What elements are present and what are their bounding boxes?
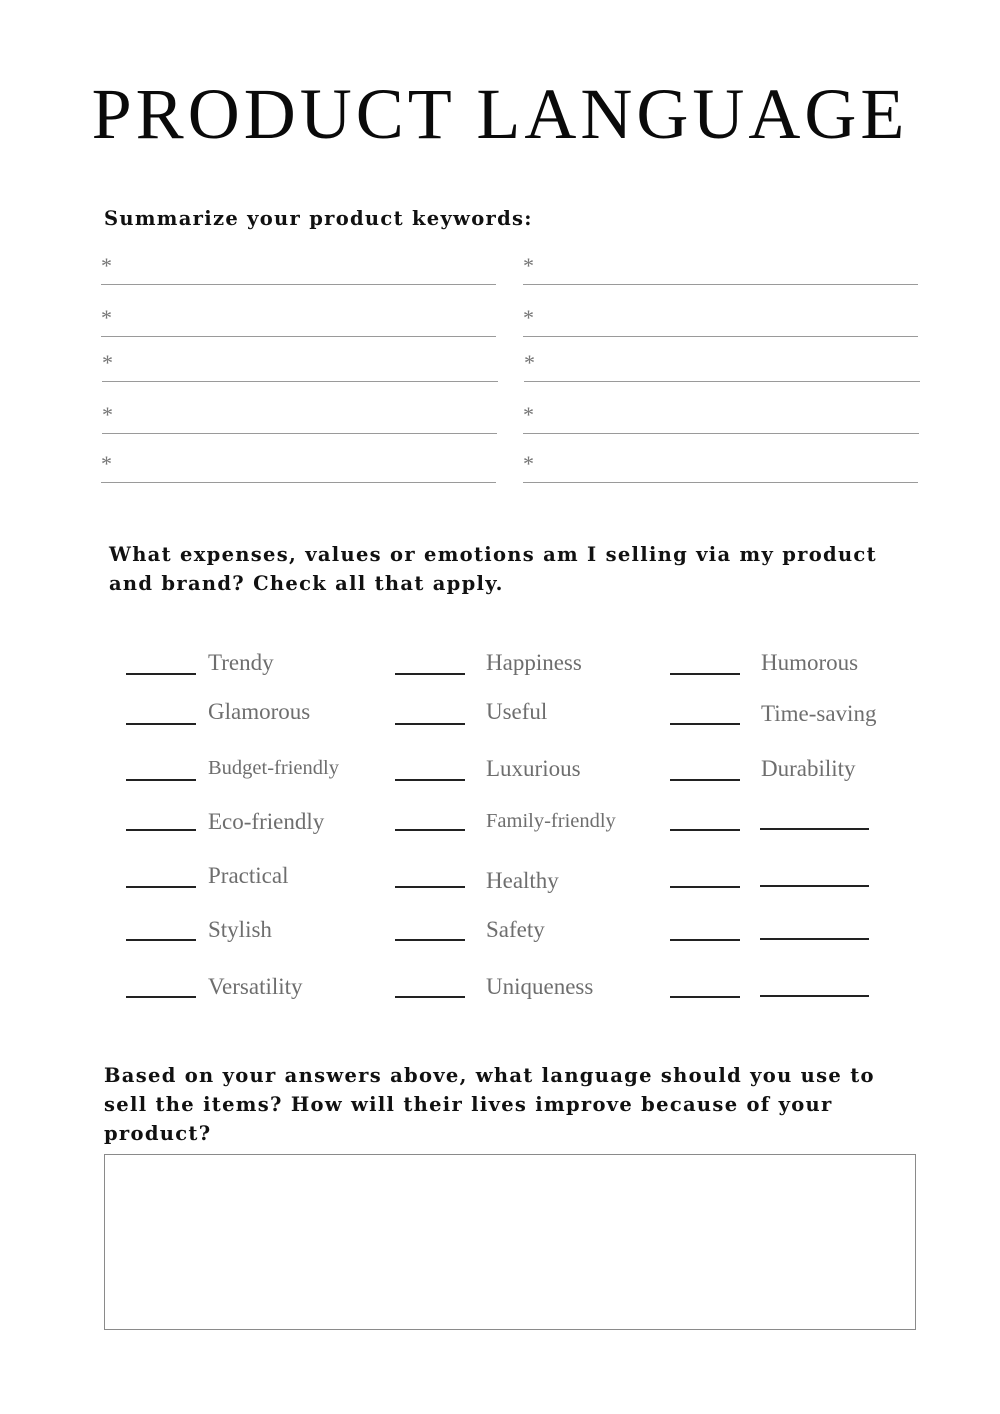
bullet-asterisk: * xyxy=(523,305,534,330)
check-blank[interactable] xyxy=(395,886,465,888)
keyword-line[interactable] xyxy=(102,352,498,382)
keyword-line[interactable] xyxy=(101,307,496,337)
keyword-line[interactable] xyxy=(523,453,918,483)
custom-value-blank[interactable] xyxy=(760,995,869,997)
custom-value-blank[interactable] xyxy=(760,938,869,940)
option-label: Practical xyxy=(208,863,289,888)
option-label: Happiness xyxy=(486,650,582,675)
bullet-asterisk: * xyxy=(102,402,113,427)
check-blank[interactable] xyxy=(395,673,465,675)
option-label: Trendy xyxy=(208,650,274,675)
check-blank[interactable] xyxy=(395,723,465,725)
values-heading: What expenses, values or emotions am I selling via my product and brand? Check all that apply. xyxy=(109,543,877,595)
bullet-asterisk: * xyxy=(524,350,535,375)
option-label: Safety xyxy=(486,917,545,942)
check-blank[interactable] xyxy=(126,939,196,941)
check-blank[interactable] xyxy=(670,723,740,725)
option-label: Stylish xyxy=(208,917,272,942)
option-label: Glamorous xyxy=(208,699,311,724)
check-blank[interactable] xyxy=(670,939,740,941)
keyword-line[interactable] xyxy=(101,255,496,285)
check-blank[interactable] xyxy=(395,939,465,941)
option-label: Luxurious xyxy=(486,756,581,781)
check-blank[interactable] xyxy=(395,829,465,831)
bullet-asterisk: * xyxy=(101,253,112,278)
option-label: Budget-friendly xyxy=(208,757,339,779)
option-label: Uniqueness xyxy=(486,974,594,999)
check-blank[interactable] xyxy=(670,673,740,675)
keyword-line[interactable] xyxy=(102,404,497,434)
option-label: Eco-friendly xyxy=(208,809,325,834)
custom-value-blank[interactable] xyxy=(760,885,869,887)
bullet-asterisk: * xyxy=(523,402,534,427)
option-label: Versatility xyxy=(208,974,303,999)
check-blank[interactable] xyxy=(126,996,196,998)
option-label: Family-friendly xyxy=(486,810,616,832)
keyword-line[interactable] xyxy=(523,404,919,434)
check-blank[interactable] xyxy=(126,886,196,888)
keywords-heading: Summarize your product keywords: xyxy=(104,207,533,230)
keyword-line[interactable] xyxy=(524,352,920,382)
check-blank[interactable] xyxy=(126,829,196,831)
option-label: Humorous xyxy=(761,650,859,675)
bullet-asterisk: * xyxy=(523,253,534,278)
option-label: Durability xyxy=(761,756,856,781)
option-label: Useful xyxy=(486,699,548,724)
check-blank[interactable] xyxy=(670,886,740,888)
check-blank[interactable] xyxy=(126,673,196,675)
check-blank[interactable] xyxy=(395,996,465,998)
keyword-line[interactable] xyxy=(523,255,918,285)
keyword-line[interactable] xyxy=(101,453,496,483)
check-blank[interactable] xyxy=(670,779,740,781)
check-blank[interactable] xyxy=(670,996,740,998)
page-title: PRODUCT LANGUAGE xyxy=(91,74,909,154)
language-heading: Based on your answers above, what language should you use to sell the items? How will their lives improve because of your product? xyxy=(104,1064,875,1145)
bullet-asterisk: * xyxy=(101,451,112,476)
keyword-line[interactable] xyxy=(523,307,918,337)
check-blank[interactable] xyxy=(126,723,196,725)
option-label: Time-saving xyxy=(761,701,877,726)
custom-value-blank[interactable] xyxy=(760,828,869,830)
bullet-asterisk: * xyxy=(102,350,113,375)
option-label: Healthy xyxy=(486,868,559,893)
check-blank[interactable] xyxy=(670,829,740,831)
bullet-asterisk: * xyxy=(101,305,112,330)
language-answer-box[interactable] xyxy=(104,1154,916,1330)
check-blank[interactable] xyxy=(395,779,465,781)
bullet-asterisk: * xyxy=(523,451,534,476)
check-blank[interactable] xyxy=(126,779,196,781)
